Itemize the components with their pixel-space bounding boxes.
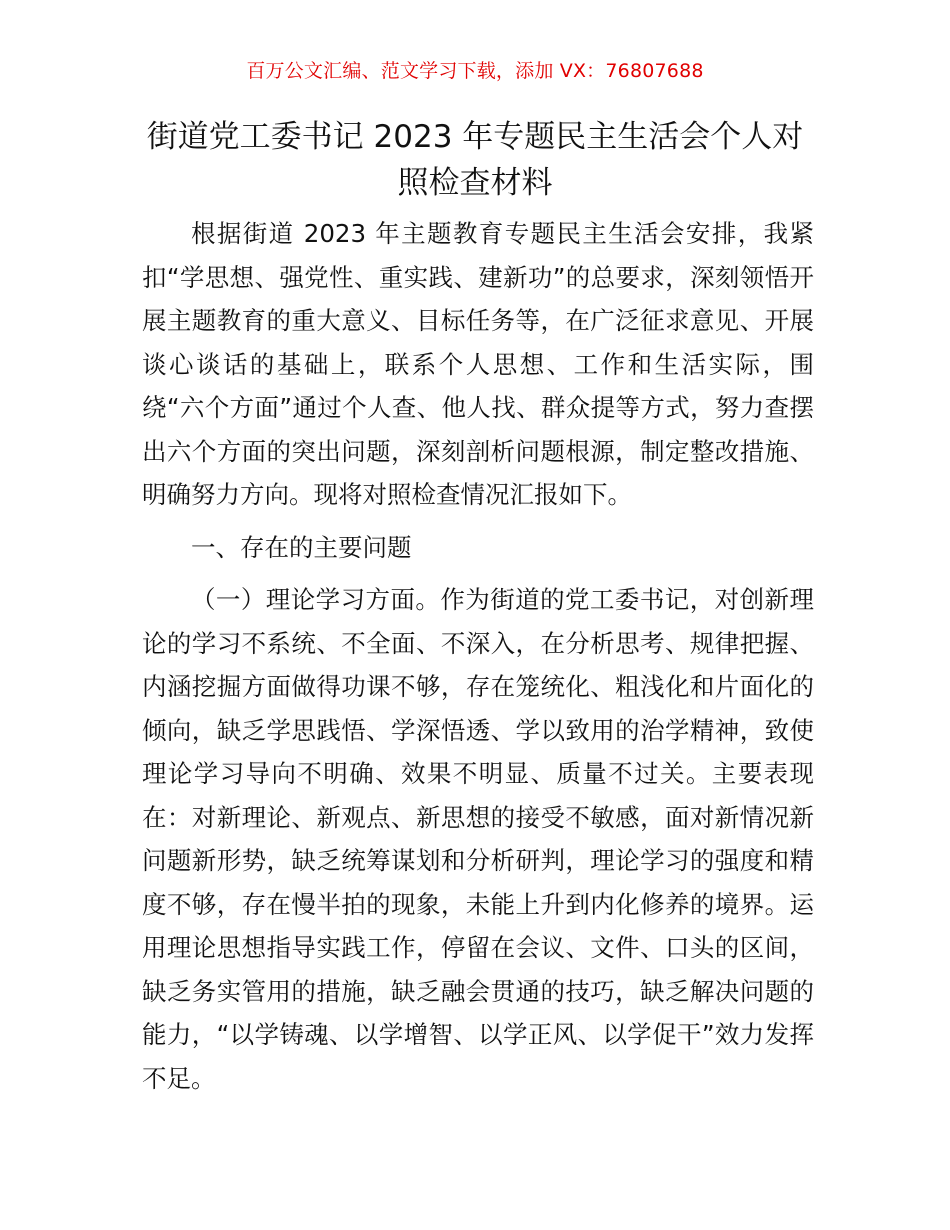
header-banner: 百万公文汇编、范文学习下载，添加 VX：76807688	[246, 60, 704, 82]
section-heading: 一、存在的主要问题	[191, 532, 412, 562]
intro-paragraph: 根据街道 2023 年主题教育专题民主生活会安排，我紧扣“学思想、强党性、重实践、建新功”的总要求，深刻领悟开展主题教育的重大意义、目标任务等，在广泛征求意见、开展谈心谈话的基础上，联系个人思想、工作和生活实际，围绕“六个方面”通过个人查、他人找、群众提等方式，努力查摆出六个方面的突出问题，深刻剖析问题根源，制定整改措施、明确努力方向。现将对照检查情况汇报如下。	[142, 219, 814, 509]
title-line-1: 街道党工委书记 2023 年专题民主生活会个人对	[146, 119, 804, 155]
title-line-2: 照检查材料	[397, 165, 553, 201]
document-title	[130, 114, 820, 206]
theory-study-paragraph: （一）理论学习方面。作为街道的党工委书记，对创新理论的学习不系统、不全面、不深入，在分析思考、规律把握、内涵挖掘方面做得功课不够，存在笼统化、粗浅化和片面化的倾向，缺乏学思践悟、学深悟透、学以致用的治学精神，致使理论学习导向不明确、效果不明显、质量不过关。主要表现在：对新理论、新观点、新思想的接受不敏感，面对新情况新问题新形势，缺乏统筹谋划和分析研判，理论学习的强度和精度不够，存在慢半拍的现象，未能上升到内化修养的境界。运用理论思想指导实践工作，停留在会议、文件、口头的区间，缺乏务实管用的措施，缺乏融会贯通的技巧，缺乏解决问题的能力，“以学铸魂、以学增智、以学正风、以学促干”效力发挥不足。	[142, 585, 814, 1093]
document-body	[142, 212, 814, 1100]
